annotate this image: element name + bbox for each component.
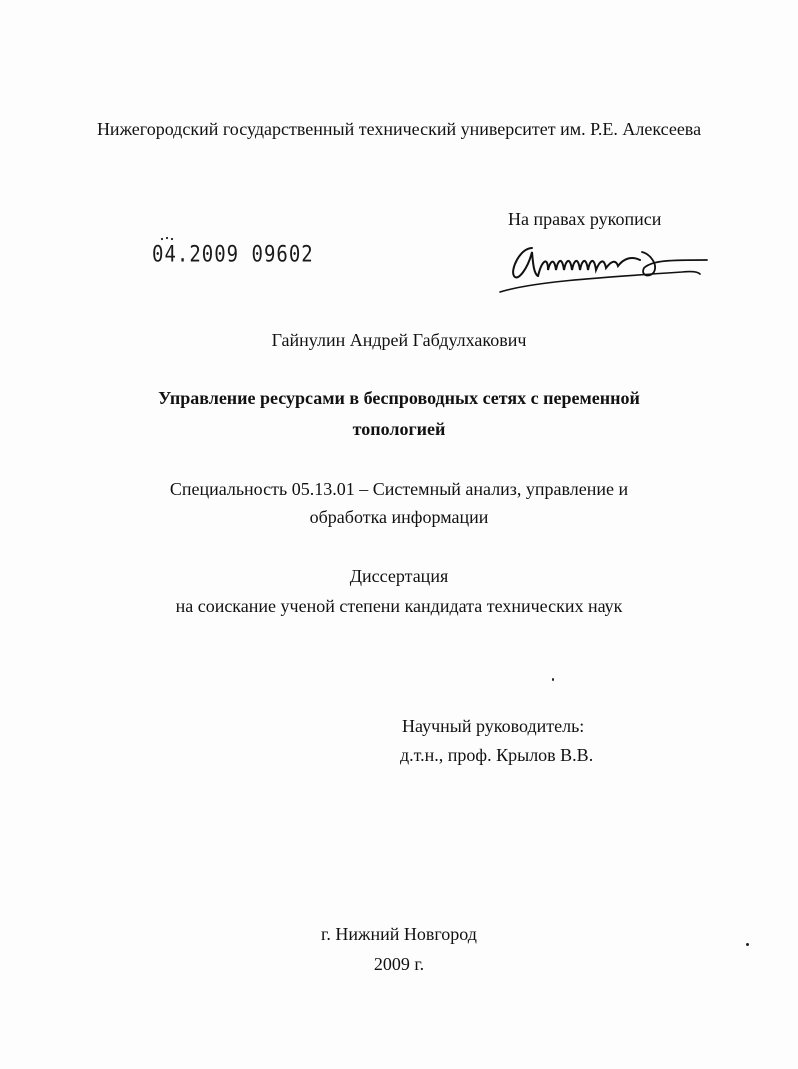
institution-name: Нижегородский государственный технический университет им. Р.Е. Алексеева [96, 119, 702, 139]
scan-speck [552, 678, 554, 681]
manuscript-note: На правах рукописи [508, 209, 662, 229]
scan-speck [746, 943, 749, 946]
degree-type: Диссертация [349, 566, 449, 586]
specialty-line2: обработка информации [309, 507, 489, 527]
dissertation-title-line1: Управление ресурсами в беспроводных сетях с переменной [158, 388, 640, 408]
city: г. Нижний Новгород [321, 924, 477, 944]
supervisor-label: Научный руководитель: [402, 716, 585, 736]
signature-icon [492, 230, 717, 300]
registration-stamp: 04.2009 09602 [152, 242, 314, 268]
author-name: Гайнулин Андрей Габдулхакович [271, 330, 527, 350]
dissertation-title-line2: топологией [352, 419, 446, 439]
degree-purpose: на соискание ученой степени кандидата технических наук [175, 596, 623, 616]
supervisor-name: д.т.н., проф. Крылов В.В. [400, 745, 594, 765]
year: 2009 г. [373, 954, 425, 974]
specialty-line1: Специальность 05.13.01 – Системный анализ, управление и [169, 479, 629, 499]
